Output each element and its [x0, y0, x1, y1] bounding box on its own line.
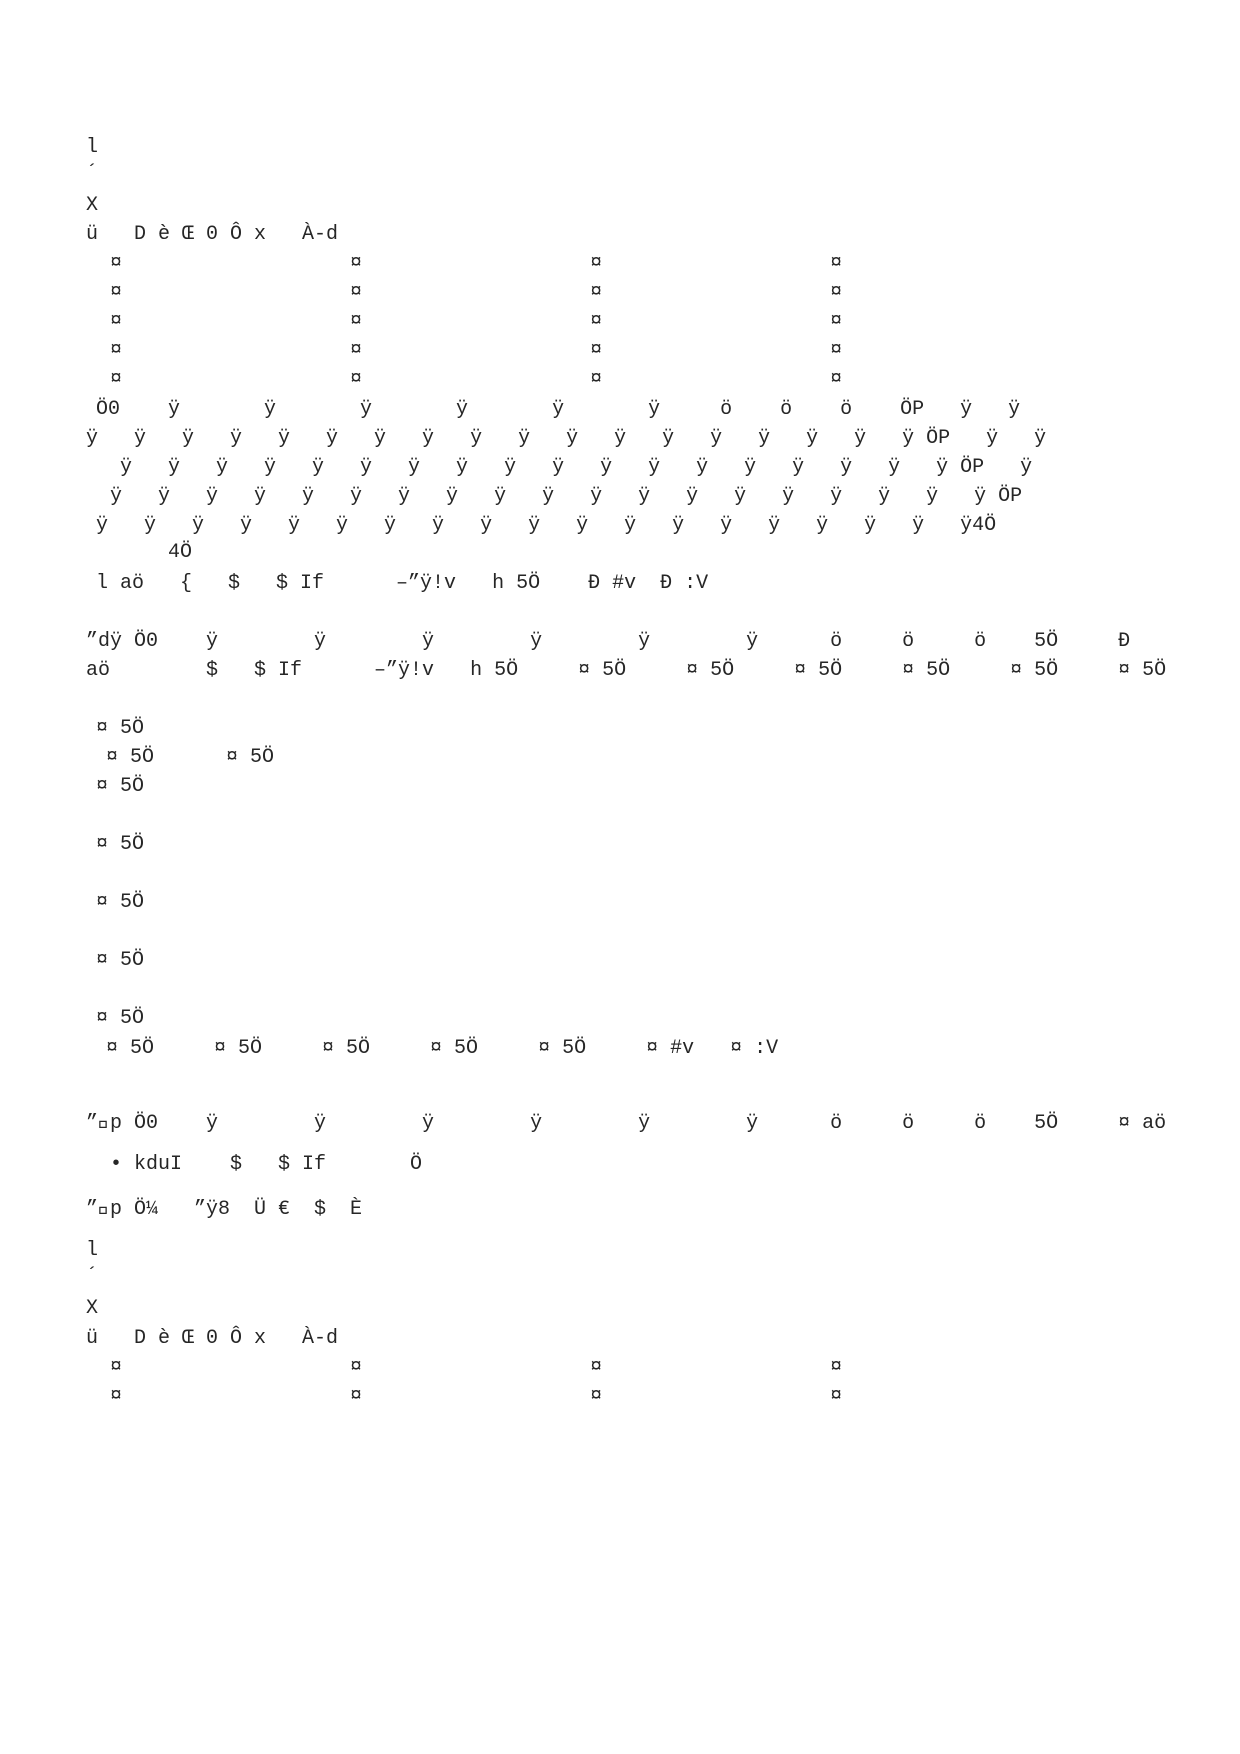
text-line: Ö0 ÿ ÿ ÿ ÿ ÿ ÿ ö ö ö ÖP ÿ ÿ: [96, 398, 1021, 421]
text-line: ¤ 5Ö ¤ 5Ö ¤ 5Ö ¤ 5Ö ¤ 5Ö ¤ #v ¤ :V: [106, 1037, 779, 1060]
text-line: • kduI $ $ If Ö: [110, 1153, 423, 1176]
text-line: ¤ 5Ö: [96, 717, 145, 740]
text-line: ¤ ¤ ¤ ¤: [110, 281, 843, 304]
text-line: l: [86, 136, 99, 159]
text-line: ÿ ÿ ÿ ÿ ÿ ÿ ÿ ÿ ÿ ÿ ÿ ÿ ÿ ÿ ÿ ÿ ÿ ÿ ÖP ÿ: [120, 456, 1033, 479]
text-line: ÿ ÿ ÿ ÿ ÿ ÿ ÿ ÿ ÿ ÿ ÿ ÿ ÿ ÿ ÿ ÿ ÿ ÿ ÿ ÖP: [110, 485, 1023, 508]
text-line: ¤ 5Ö: [96, 1007, 145, 1030]
text-line: ¤ ¤ ¤ ¤: [110, 368, 843, 391]
text-line: ü D è Œ 0 Ô x À-d: [86, 1327, 339, 1350]
text-line: ´: [86, 162, 99, 185]
text-line: ÿ ÿ ÿ ÿ ÿ ÿ ÿ ÿ ÿ ÿ ÿ ÿ ÿ ÿ ÿ ÿ ÿ ÿ ÖP ÿ ÿ: [86, 427, 1047, 450]
text-line: ¤ 5Ö: [96, 833, 145, 856]
text-line: l aö { $ $ If –”ÿ!v h 5Ö Ð #v Ð :V: [96, 572, 709, 595]
text-line: aö $ $ If –”ÿ!v h 5Ö ¤ 5Ö ¤ 5Ö ¤ 5Ö ¤ 5Ö ¤ 5Ö ¤ 5Ö: [86, 659, 1167, 682]
text-line: 4Ö: [168, 541, 193, 564]
text-line: ¤ 5Ö: [96, 775, 145, 798]
text-line: ü D è Œ 0 Ô x À-d: [86, 223, 339, 246]
text-line: X: [86, 194, 99, 217]
text-line: ” p Ö0 ÿ ÿ ÿ ÿ ÿ ÿ ö ö ö 5Ö ¤ aö: [86, 1112, 1167, 1135]
text-line: ¤ ¤ ¤ ¤: [110, 1356, 843, 1379]
text-line: ´: [86, 1265, 99, 1288]
text-line: ¤ ¤ ¤ ¤: [110, 339, 843, 362]
text-line: ¤ ¤ ¤ ¤: [110, 1385, 843, 1408]
text-line: ¤ 5Ö: [96, 949, 145, 972]
text-line: l: [86, 1239, 99, 1262]
text-line: ¤ 5Ö: [96, 891, 145, 914]
text-line: ¤ ¤ ¤ ¤: [110, 252, 843, 275]
text-line: ¤ ¤ ¤ ¤: [110, 310, 843, 333]
text-line: ÿ ÿ ÿ ÿ ÿ ÿ ÿ ÿ ÿ ÿ ÿ ÿ ÿ ÿ ÿ ÿ ÿ ÿ ÿ4Ö: [96, 514, 997, 537]
text-line: ” p Ö¼ ”ÿ8 Ü € $ È: [86, 1198, 363, 1221]
text-line: ”dÿ Ö0 ÿ ÿ ÿ ÿ ÿ ÿ ö ö ö 5Ö Ð: [86, 630, 1131, 653]
text-line: X: [86, 1297, 99, 1320]
text-line: ¤ 5Ö ¤ 5Ö: [106, 746, 275, 769]
